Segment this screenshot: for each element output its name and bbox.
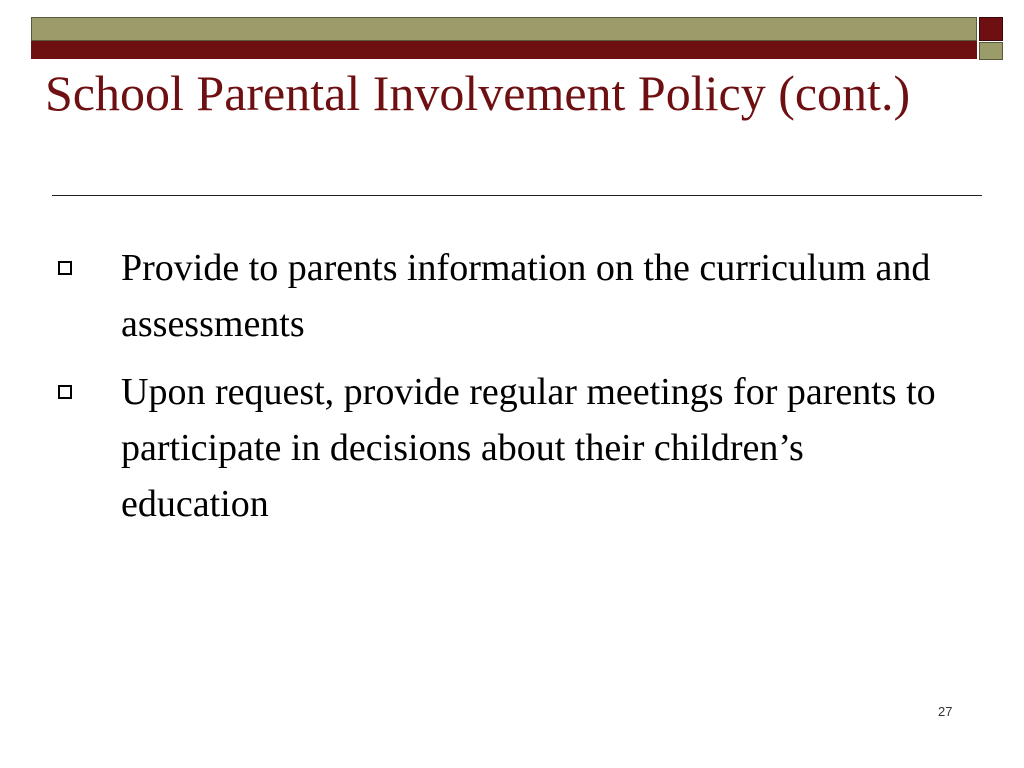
page-number: 27 [938, 704, 953, 719]
slide-title: School Parental Involvement Policy (cont.) [45, 65, 911, 121]
bullet-text: Upon request, provide regular meetings for parents to participate in decisions about their children’s education [121, 371, 936, 525]
header-olive-bar [31, 17, 977, 41]
header-maroon-square [979, 17, 1003, 41]
bullet-item [54, 364, 954, 532]
hollow-square-bullet-icon [58, 385, 72, 399]
hollow-square-bullet-icon [58, 261, 72, 275]
header-maroon-bar [31, 41, 977, 59]
bullet-list [54, 240, 954, 544]
title-divider [52, 195, 982, 196]
bullet-text: Provide to parents information on the curriculum and assessments [121, 247, 931, 345]
bullet-item [54, 240, 954, 352]
header-olive-square [979, 42, 1003, 60]
